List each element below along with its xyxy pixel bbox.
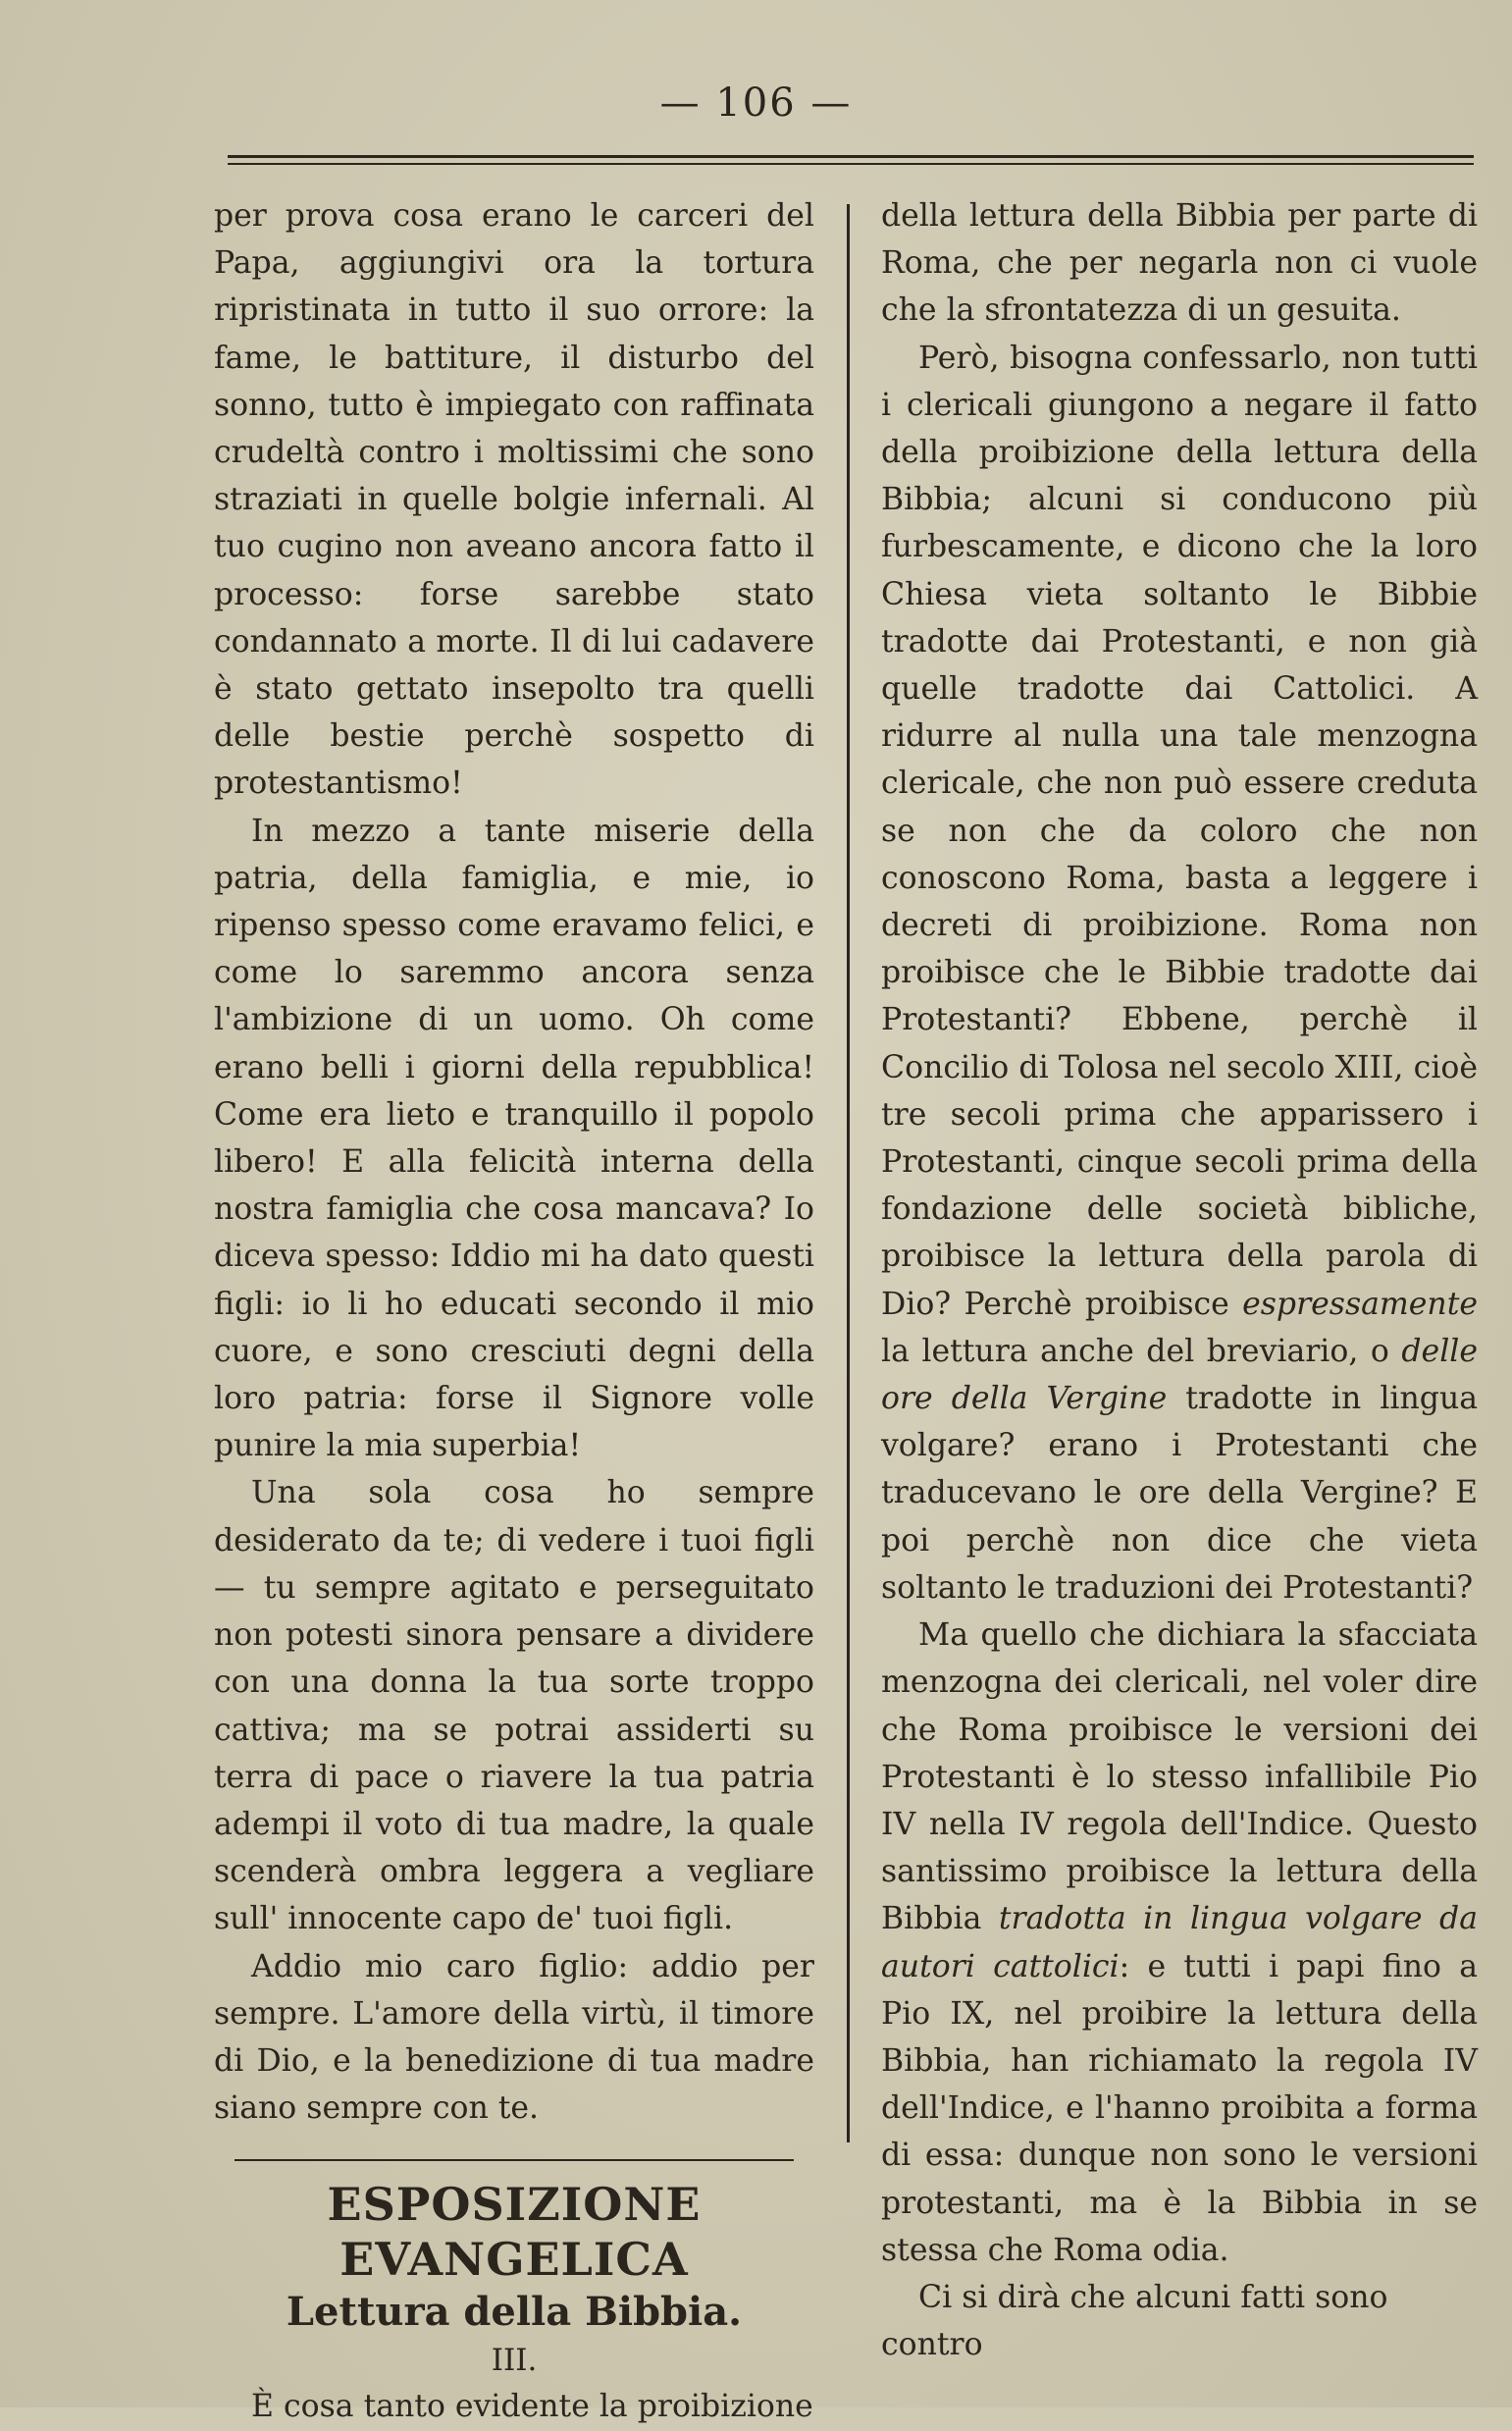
article-paragraph-3-text-a: Ma quello che dichiara la sfacciata menzogna dei clericali, nel voler dire che Roma proibisce le versioni dei Protestanti è lo stesso infallibile Pio IV nella IV regola dell'Indice. Questo santissimo proibisce la lettura della Bibbia [881, 1617, 1478, 1937]
letter-paragraph-3: Una sola cosa ho sempre desiderato da te; di vedere i tuoi figli — tu sempre agitato e perseguitato non potesti sinora pensare a dividere con una donna la tua sorte troppo cattiva; ma se potrai assiderti su terra di pace o riavere la tua patria adempi il voto di tua madre, la quale scenderà ombra leggera a vegliare sull' innocente capo de' tuoi figli. [214, 1475, 814, 1937]
article-paragraph-1: della lettura della Bibbia per parte di Roma, che per negarla non ci vuole che la sfrontatezza di un gesuita. [881, 198, 1478, 329]
article-paragraph-2-italic-1: espressamente [1242, 1286, 1478, 1322]
article-paragraph-2-text-a: Però, bisogna confessarlo, non tutti i clericali giungono a negare il fatto della proibizione della lettura della Bibbia; alcuni si conducono più furbescamente, e dicono che la loro Chiesa vieta soltanto le Bibbie tradotte dai Protestanti, e non già quelle tradotte dai Cattolici. A ridurre al nulla una tale menzogna clericale, che non può essere creduta se non che da coloro che non conoscono Roma, basta a leggere i decreti di proibizione. Roma non proibisce che le Bibbie tradotte dai Protestanti? Ebbene, perchè il Concilio di Tolosa nel secolo XIII, cioè tre secoli prima che apparissero i Protestanti, cinque secoli prima della fondazione delle società bibliche, proibisce la lettura della parola di Dio? Perchè proibisce [881, 340, 1478, 1322]
letter-paragraph-2: In mezzo a tante miserie della patria, della famiglia, e mie, io ripenso spesso come eravamo felici, e come lo saremmo ancora senza l'ambizione di un uomo. Oh come erano belli i giorni della repubblica! Come era lieto e tranquillo il popolo libero! E alla felicità interna della nostra famiglia che cosa mancava? Io diceva spesso: Iddio mi ha dato questi figli: io li ho educati secondo il mio cuore, e sono cresciuti degni della loro patria: forse il Signore volle punire la mia superbia! [214, 813, 814, 1464]
article-paragraph-3 [881, 1612, 1478, 2274]
page-number: — 106 — [659, 80, 853, 126]
article-paragraph-3-text-b: : e tutti i papi fino a Pio IX, nel proibire la lettura della Bibbia, han richiamato la regola IV dell'Indice, e l'hanno proibita a forma di essa: dunque non sono le versioni protestanti, ma è la Bibbia in se stessa che Roma odia. [881, 1948, 1478, 2268]
right-column [881, 192, 1478, 2368]
article-paragraph-2-text-b: la lettura anche del breviario, o [881, 1333, 1389, 1369]
section-first-line: È cosa tanto evidente la proibizione [251, 2389, 813, 2425]
letter-paragraph-4: Addio mio caro figlio: addio per sempre. L'amore della virtù, il timore di Dio, e la benedizione di tua madre siano sempre con te. [214, 1948, 814, 2127]
header-rule [228, 155, 1474, 165]
article-paragraph-2 [881, 335, 1478, 1612]
column-divider [847, 204, 850, 2142]
letter-paragraph-1: per prova cosa erano le carceri del Papa, aggiungivi ora la tortura ripristinata in tutto il suo orrore: la fame, le battiture, il disturbo del sonno, tutto è impiegato con raffinata crudeltà contro i moltissimi che sono straziati in quelle bolgie infernali. Al tuo cugino non aveano ancora fatto il processo: forse sarebbe stato condannato a morte. Il di lui cadavere è stato gettato insepolto tra quelli delle bestie perchè sospetto di protestantismo! [214, 198, 814, 802]
left-column [214, 192, 814, 2431]
section-number: III. [491, 2343, 538, 2379]
section-title: ESPOSIZIONE EVANGELICA [327, 2178, 702, 2287]
article-paragraph-2-italic-2: delle ore della Vergine [881, 1333, 1478, 1417]
article-paragraph-3-italic: tradotta in lingua volgare da autori cattolici [881, 1901, 1478, 1984]
section-divider-rule [235, 2159, 794, 2161]
article-paragraph-4: Ci si dirà che alcuni fatti sono contro [881, 2279, 1388, 2363]
section-subtitle: Lettura della Bibbia. [286, 2289, 743, 2336]
article-paragraph-2-text-c: tradotte in lingua volgare? erano i Protestanti che traducevano le ore della Vergine? E poi perchè non dice che vieta soltanto le traduzioni dei Protestanti? [881, 1381, 1479, 1606]
